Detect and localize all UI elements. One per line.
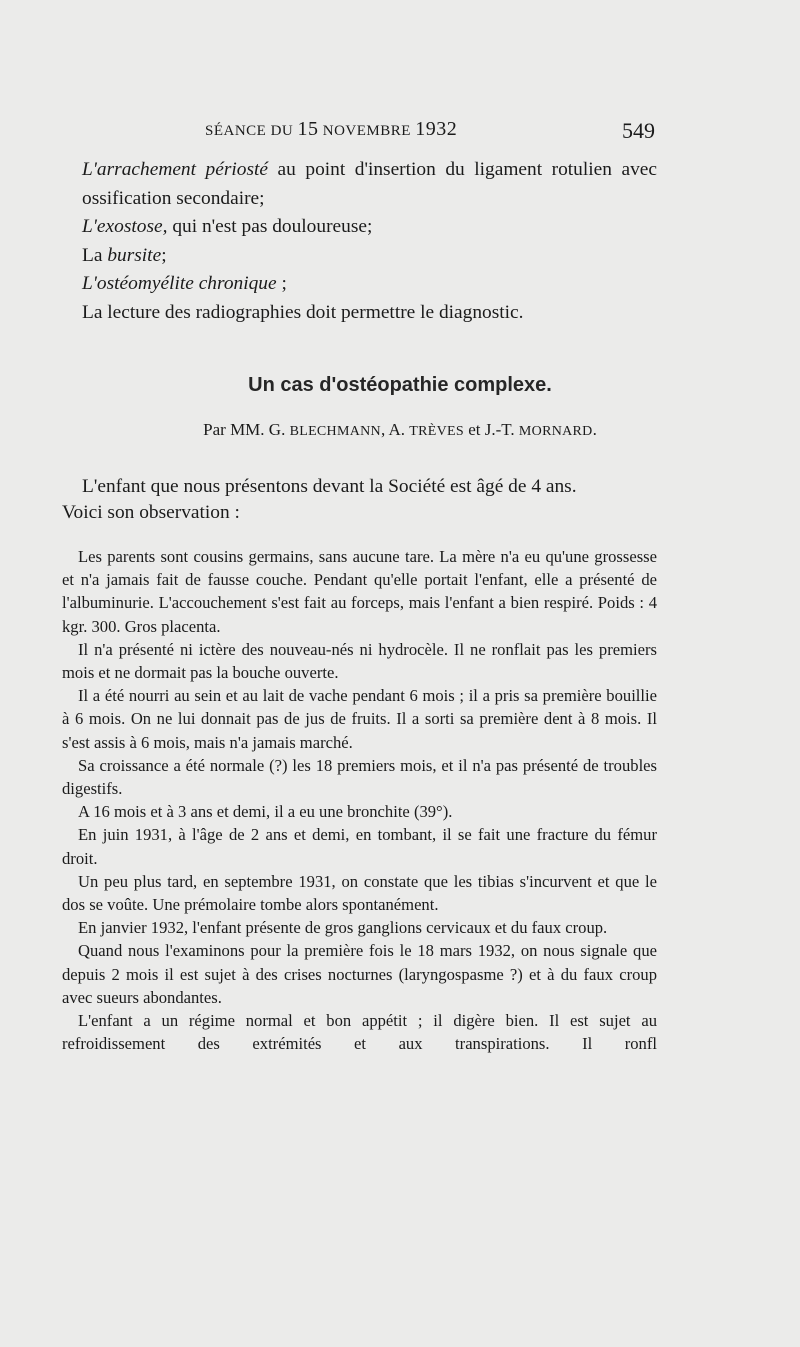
byline-end: . (592, 420, 597, 439)
diagnosis-item (62, 156, 657, 213)
byline-prefix: Par MM. G. (203, 420, 290, 439)
diagnosis-text: ; (276, 273, 287, 294)
observation-text (62, 545, 657, 1055)
diagnosis-prefix: La (82, 244, 108, 266)
observation-paragraph: Il n'a présenté ni ictère des nouveau-nés ni hydrocèle. Il ne ronflait pas les premiers mois et ne dormait pas la bouche ouverte. (62, 639, 657, 683)
diagnosis-text: au point d'insertion du ligament rotulien avec ossification secondaire; (82, 159, 657, 209)
author-blechmann: BLECHMANN (289, 424, 381, 439)
intro-line: Voici son observation : (62, 502, 240, 523)
diagnosis-text: ; (161, 244, 167, 266)
page-number: 549 (622, 118, 655, 143)
diagnosis-item (62, 270, 657, 299)
observation-paragraph: L'enfant a un régime normal et bon appétit ; il digère bien. Il est sujet au refroidissement des extrémités et aux transpirations. Il ronfl (62, 1011, 657, 1054)
observation-paragraph: Quand nous l'examinons pour la première fois le 18 mars 1932, on nous signale que depuis 2 mois il est sujet à des crises nocturnes (laryngospasme ?) et à du faux croup avec sueurs abondantes. (62, 941, 657, 1007)
byline-separator: et J.-T. (464, 420, 519, 439)
running-header (205, 118, 655, 148)
diagnosis-text: qui n'est pas douloureuse; (167, 216, 373, 237)
session-label: SÉANCE DU (205, 123, 298, 139)
article-byline (0, 420, 800, 440)
author-treves: TRÈVES (409, 424, 464, 439)
byline-separator: , A. (380, 420, 410, 439)
observation-paragraph: En janvier 1932, l'enfant présente de gros ganglions cervicaux et du faux croup. (78, 918, 608, 938)
session-title (205, 118, 457, 141)
intro-paragraph (62, 474, 657, 526)
diagnosis-term: L'exostose, (82, 216, 168, 237)
session-day: 15 (297, 118, 319, 140)
diagnosis-term: bursite (107, 244, 162, 266)
session-year: 1932 (415, 118, 458, 140)
diagnosis-term: L'ostéomyélite chronique (82, 273, 277, 294)
observation-paragraph: Sa croissance a été normale (?) les 18 premiers mois, et il n'a pas présenté de troubles digestifs. (62, 755, 657, 799)
observation-paragraph: A 16 mois et à 3 ans et demi, il a eu une bronchite (39°). (78, 802, 453, 822)
intro-line: L'enfant que nous présentons devant la Société est âgé de 4 ans. (82, 476, 577, 497)
diagnosis-list (62, 156, 657, 327)
diagnosis-item (62, 242, 657, 271)
session-month: NOVEMBRE (318, 123, 416, 139)
diagnosis-conclusion: La lecture des radiographies doit permettre le diagnostic. (82, 301, 524, 323)
observation-paragraph: En juin 1931, à l'âge de 2 ans et demi, en tombant, il se fait une fracture du fémur droit. (62, 825, 657, 868)
observation-paragraph: Les parents sont cousins germains, sans aucune tare. La mère n'a eu qu'une grossesse et n'a jamais fait de fausse couche. Pendant qu'elle portait l'enfant, elle a présenté de l'albuminurie. L'accouchement s'est fait au forceps, mais l'enfant a bien respiré. Poids : 4 kgr. 300. Gros placenta. (62, 547, 657, 636)
diagnosis-item (62, 213, 657, 242)
article-title: Un cas d'ostéopathie complexe. (248, 374, 552, 396)
observation-paragraph: Un peu plus tard, en septembre 1931, on constate que les tibias s'incurvent et que le dos se voûte. Une prémolaire tombe alors spontanément. (62, 871, 657, 915)
observation-paragraph: Il a été nourri au sein et au lait de vache pendant 6 mois ; il a pris sa première bouillie à 6 mois. On ne lui donnait pas de jus de fruits. Il a sorti sa première dent à 8 mois. Il s'est assis à 6 mois, mais n'a jamais marché. (62, 686, 657, 752)
diagnosis-term: L'arrachement périosté (82, 159, 269, 180)
author-mornard: MORNARD (518, 424, 593, 439)
